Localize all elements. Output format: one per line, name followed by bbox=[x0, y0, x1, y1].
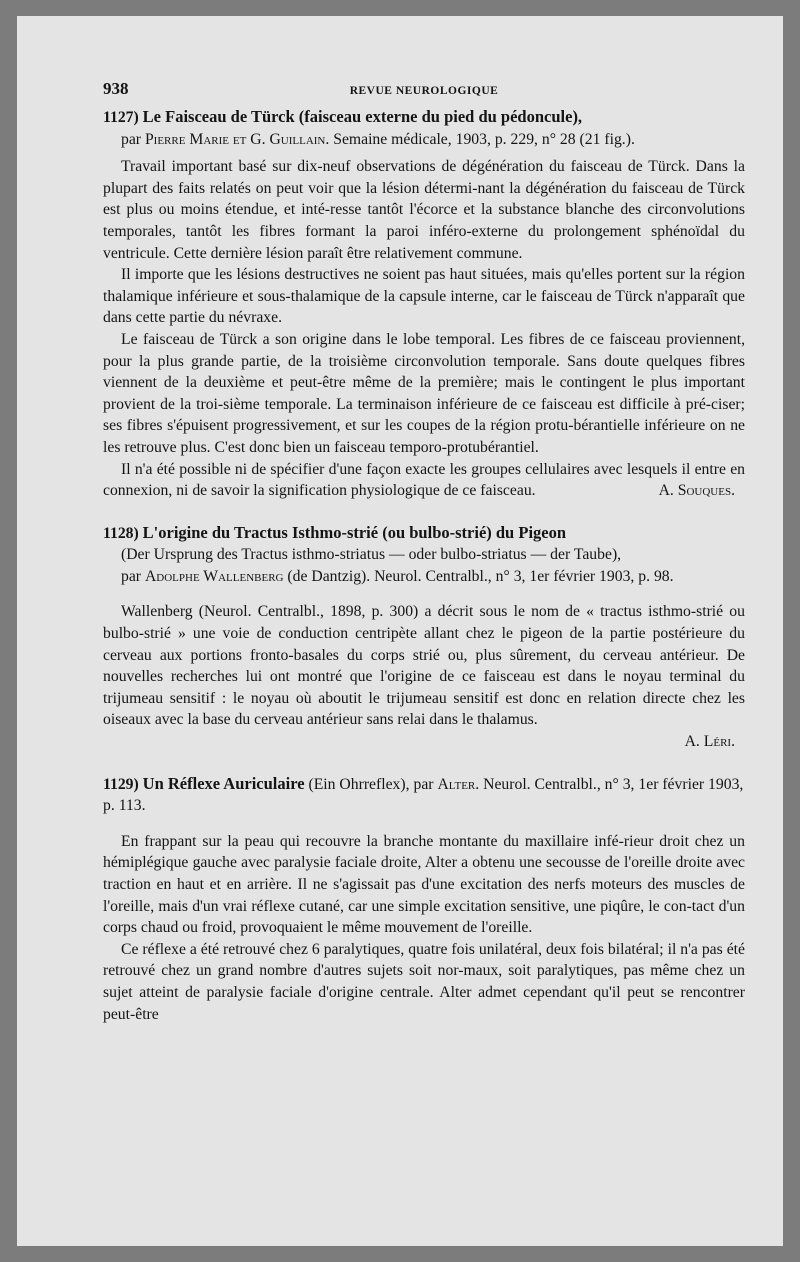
entry-heading: 1129) Un Réflexe Auriculaire (Ein Ohrreflex), par Alter. Neurol. Centralbl., n° 3, 1er février 1903, p. 113. bbox=[103, 773, 744, 815]
entry-1127 bbox=[103, 106, 745, 502]
entry-heading bbox=[103, 522, 745, 545]
entry-title: L'origine du Tractus Isthmo-strié (ou bulbo-strié) du Pigeon bbox=[142, 522, 567, 542]
page-number: 938 bbox=[103, 79, 129, 98]
page-body bbox=[103, 78, 745, 1025]
entry-citation: par Pierre Marie et G. Guillain. Semaine médicale, 1903, p. 229, n° 28 (21 fig.). bbox=[121, 130, 635, 148]
paragraph: Wallenberg (Neurol. Centralbl., 1898, p. 300) a décrit sous le nom de « tractus isthmo-strié ou bulbo-strié » une voie de conduction centripète allant chez le pigeon de la partie postérieure du cerveau aux portions fronto-basales du corps strié ou, plus sûrement, du cerveau antérieur. De nouvelles recherches lui ont montré que l'origine de ce faisceau est dans le noyau terminal du trijumeau sensitif : le noyau où aboutit le trijumeau sensitif est donc en relation directe chez les oiseaux avec la base du cerveau antérieur sans relai dans le thalamus. bbox=[103, 603, 745, 729]
paragraph: Il importe que les lésions destructives ne soient pas haut situées, mais qu'elles portent sur la région thalamique inférieure et sous-thalamique de la capsule interne, car le faisceau de Türck n'apparaît que dans cette partie du névraxe. bbox=[103, 266, 745, 327]
entry-number: 1128) bbox=[103, 524, 139, 542]
running-head bbox=[103, 78, 745, 100]
entry-title: Un Réflexe Auriculaire bbox=[142, 773, 305, 793]
paragraph: En frappant sur la peau qui recouvre la branche montante du maxillaire infé-rieur droit chez un hémiplégique gauche avec paralysie faciale droite, Alter a obtenu une secousse de l'oreille droite avec traction en haut et en arrière. Il ne s'agissait pas d'une excitation des nerfs moteurs des muscles de l'oreille, mais d'un vrai réflexe cutané, car une simple excitation sensitive, une piqûre, le con-tact d'un corps chaud ou froid, provoquaient le même mouvement de l'oreille. bbox=[103, 832, 745, 937]
entry-authors: Adolphe Wallenberg bbox=[144, 567, 284, 585]
signature: A. Souques. bbox=[658, 482, 735, 500]
paragraph: Il n'a été possible ni de spécifier d'une façon exacte les groupes cellulaires avec lesquels il entre en connexion, ni de savoir la signification physiologique de ce faisceau. bbox=[103, 460, 745, 500]
entry-authors: Alter bbox=[437, 775, 476, 793]
page-sheet bbox=[17, 16, 783, 1246]
entry-number: 1129) bbox=[103, 775, 139, 793]
entry-1128 bbox=[103, 522, 745, 753]
journal-title: REVUE NEUROLOGIQUE bbox=[349, 85, 499, 97]
entry-1129 bbox=[103, 773, 745, 1026]
signature: A. Léri. bbox=[684, 733, 735, 751]
entry-number: 1127) bbox=[103, 109, 139, 126]
entry-citation: (Der Ursprung des Tractus isthmo-striatus — oder bulbo-striatus — der Taube), par Adolphe Wallenberg (de Dantzig). Neurol. Centralbl., n° 3, 1er février 1903, p. 98. bbox=[121, 546, 674, 585]
entry-heading bbox=[103, 106, 745, 129]
paragraph: Travail important basé sur dix-neuf observations de dégénération du faisceau de Türck. Dans la plupart des faits relatés on peut voir que la lésion détermi-nant la dégénération du faisceau de Türck est plus ou moins étendue, et inté-resse tantôt l'écorce et la substance blanche des circonvolutions temporales, tantôt les fibres formant la paroi inféro-externe du prolongement sphénoïdal du ventricule. Cette dernière lésion paraît être relativement commune. bbox=[103, 158, 745, 262]
entry-authors: Pierre Marie et G. Guillain bbox=[144, 130, 326, 148]
entry-title: Le Faisceau de Türck (faisceau externe du pied du pédoncule), bbox=[142, 107, 583, 126]
paragraph: Ce réflexe a été retrouvé chez 6 paralytiques, quatre fois unilatéral, deux fois bilatéral; il n'a pas été retrouvé chez un grand nombre d'autres sujets soit nor-maux, soit paralytiques, pas même chez un sujet atteint de paralysie faciale d'origine centrale. Alter admet cependant qu'il peut se rencontrer peut-être bbox=[103, 940, 745, 1023]
paragraph: Le faisceau de Türck a son origine dans le lobe temporal. Les fibres de ce faisceau proviennent, pour la plus grande partie, de la troisième circonvolution temporale. Sans doute quelques fibres viennent de la deuxième et peut-être même de la première; mais le contingent le plus important provient de la troi-sième temporale. La terminaison inférieure de ce faisceau est difficile à pré-ciser; ses fibres s'épuisent progressivement, et sur les coupes de la région protu-bérantielle inférieure on ne les retrouve plus. C'est donc bien un faisceau temporo-protubérantiel. bbox=[103, 330, 745, 456]
